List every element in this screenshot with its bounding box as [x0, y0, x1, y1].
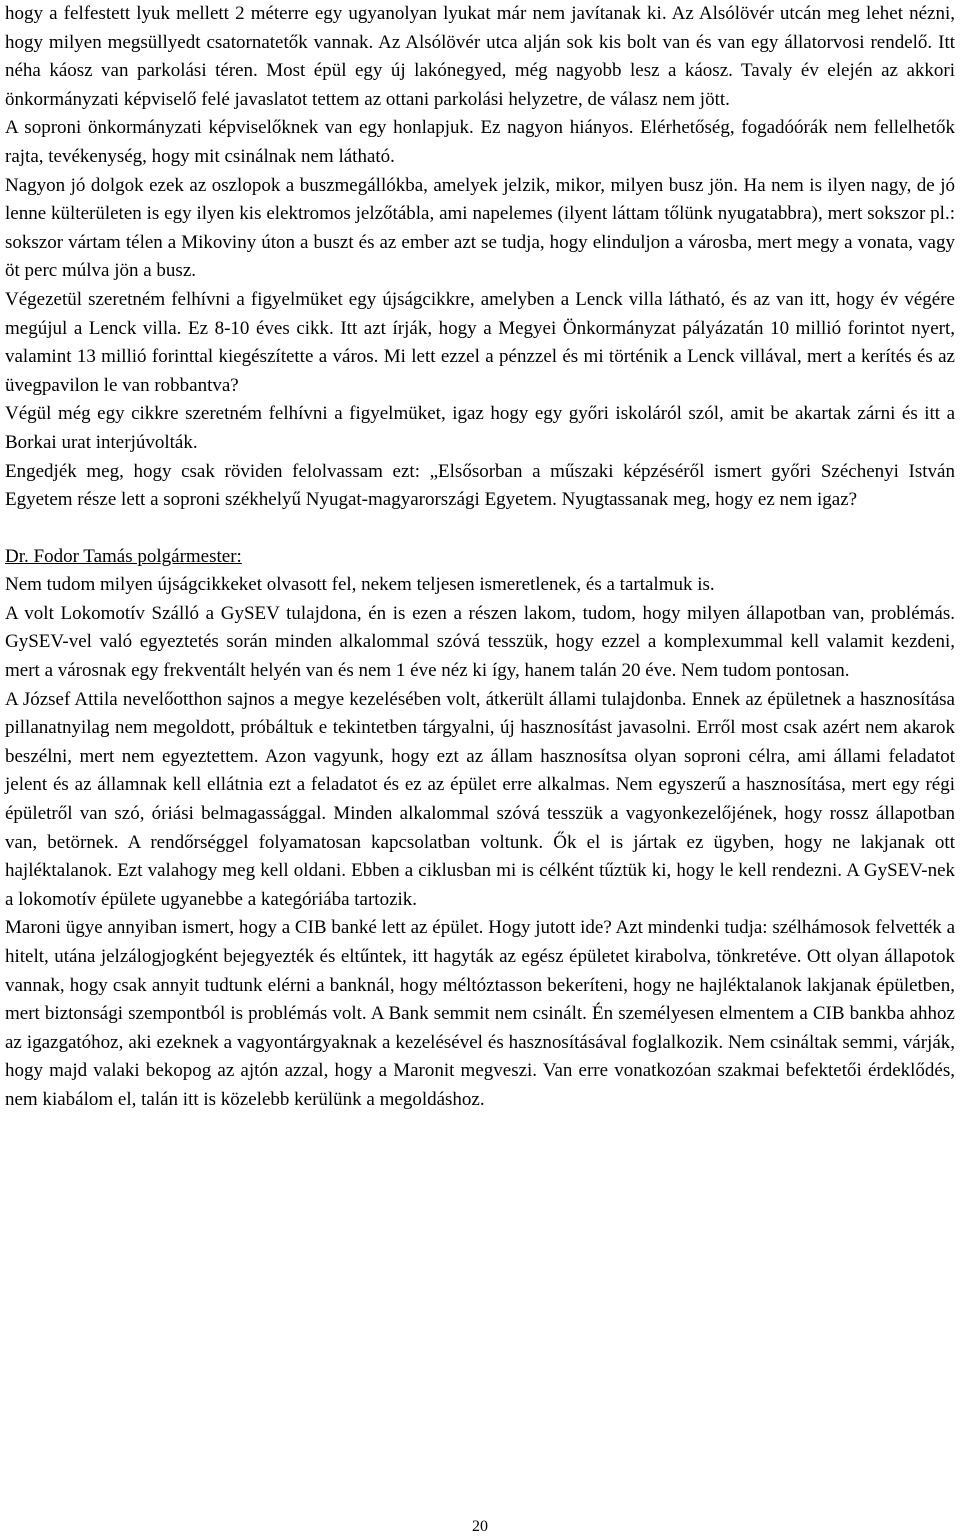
- page-number: 20: [472, 1518, 488, 1535]
- body-paragraph: Engedjék meg, hogy csak röviden felolvassam ezt: „Elsősorban a műszaki képzéséről ismert győri Széchenyi István Egyetem része lett a soproni székhelyű Nyugat-magyarországi Egyetem. Nyugtassanak meg, hogy ez nem igaz?: [5, 460, 955, 511]
- body-paragraph: Végezetül szeretném felhívni a figyelmüket egy újságcikkre, amelyben a Lenck villa látható, és az van itt, hogy év végére megújul a Lenck villa. Ez 8-10 éves cikk. Itt azt írják, hogy a Megyei Önkormányzat pályázatán 10 millió forintot nyert, valamint 13 millió forinttal kiegészítette a város. Mi lett ezzel a pénzzel és mi történik a Lenck villával, mert a kerítés és az üvegpavilon le van robbantva?: [5, 288, 955, 396]
- body-paragraph: hogy a felfestett lyuk mellett 2 méterre egy ugyanolyan lyukat már nem javítanak ki. Az Alsólövér utcán meg lehet nézni, hogy milyen megsüllyedt csatornatetők vannak. Az Alsólövér utca alján sok kis bolt van és van egy állatorvosi rendelő. Itt néha káosz van parkolási téren. Most épül egy új lakónegyed, még nagyobb lesz a káosz. Tavaly év elején az akkori önkormányzati képviselő felé javaslatot tettem az ottani parkolási helyzetre, de válasz nem jött.: [5, 3, 955, 110]
- body-paragraph: Végül még egy cikkre szeretném felhívni a figyelmüket, igaz hogy egy győri iskoláról szól, amit be akartak zárni és itt a Borkai urat interjúvolták.: [5, 403, 955, 453]
- body-paragraph: A volt Lokomotív Szálló a GySEV tulajdona, én is ezen a részen lakom, tudom, hogy milyen állapotban van, problémás. GySEV-vel való egyeztetés során minden alkalommal szóvá tesszük, hogy ezzel a komplexummal kell valamit kezdeni, mert a városnak egy frekventált helyén van és nem 1 éve néz ki így, hanem talán 20 éve. Nem tudom pontosan.: [5, 602, 955, 682]
- document-page: [5, 0, 955, 1115]
- paragraph-spacer: [5, 515, 955, 543]
- speaker-heading: Dr. Fodor Tamás polgármester:: [5, 545, 242, 567]
- body-paragraph: Maroni ügye annyiban ismert, hogy a CIB banké lett az épület. Hogy jutott ide? Azt mindenki tudja: szélhámosok felvették a hitelt, utána jelzálogjogként bejegyezték és eltűntek, itt hagyták az egész épületet kirabolva, tönkretéve. Ott olyan állapotok vannak, hogy csak annyit tudtunk elérni a banknál, hogy méltóztasson bekeríteni, hogy ne hajléktalanok lakjanak épületben, mert biztonsági szempontból is problémás volt. A Bank semmit nem csinált. Én személyesen elmentem a CIB bankba ahhoz az igazgatóhoz, aki ezeknek a vagyontárgyaknak a kezelésével és hasznosításával foglalkozik. Nem csináltak semmi, várják, hogy majd valaki bekopog az ajtón azzal, hogy a Maronit megveszi. Van erre vonatkozóan szakmai befektetői érdeklődés, nem kiabálom el, talán itt is közelebb kerülünk a megoldáshoz.: [5, 917, 955, 1110]
- body-paragraph: Nem tudom milyen újságcikkeket olvasott fel, nekem teljesen ismeretlenek, és a tartalmuk is.: [5, 574, 715, 596]
- body-paragraph: Nagyon jó dolgok ezek az oszlopok a buszmegállókba, amelyek jelzik, mikor, milyen busz jön. Ha nem is ilyen nagy, de jó lenne külterületen is egy ilyen kis elektromos jelzőtábla, ami napelemes (ilyent láttam tőlünk nyugatabbra), mert sokszor pl.: sokszor vártam télen a Mikoviny úton a buszt és az ember azt se tudja, hogy elinduljon a városba, mert megy a vonata, vagy öt perc múlva jön a busz.: [5, 174, 955, 282]
- body-paragraph: A József Attila nevelőotthon sajnos a megye kezelésében volt, átkerült állami tulajdonba. Ennek az épületnek a hasznosítása pillanatnyilag nem megoldott, próbáltuk e tekintetben tárgyalni, új hasznosítást javasolni. Erről most csak azért nem akarok beszélni, mert nem egyeztettem. Azon vagyunk, hogy ezt az állam hasznosítsa olyan soproni célra, ami állami feladatot jelent és az államnak kell ellátnia ezt a feladatot és ez az épület erre alkalmas. Nem egyszerű a hasznosítása, mert egy régi épületről van szó, óriási belmagassággal. Minden alkalommal szóvá tesszük a vagyonkezelőjének, hogy rossz állapotban van, betörnek. A rendőrséggel folyamatosan kapcsolatban voltunk. Ők el is jártak ez ügyben, hogy ne lakjanak ott hajléktalanok. Ezt valahogy meg kell oldani. Ebben a ciklusban mi is célként tűztük ki, hogy le kell rendezni. A GySEV-nek a lokomotív épülete ugyanebbe a kategóriába tartozik.: [5, 688, 955, 910]
- body-paragraph: A soproni önkormányzati képviselőknek van egy honlapjuk. Ez nagyon hiányos. Elérhetőség, fogadóórák nem fellelhetők rajta, tevékenység, hogy mit csinálnak nem látható.: [5, 117, 955, 167]
